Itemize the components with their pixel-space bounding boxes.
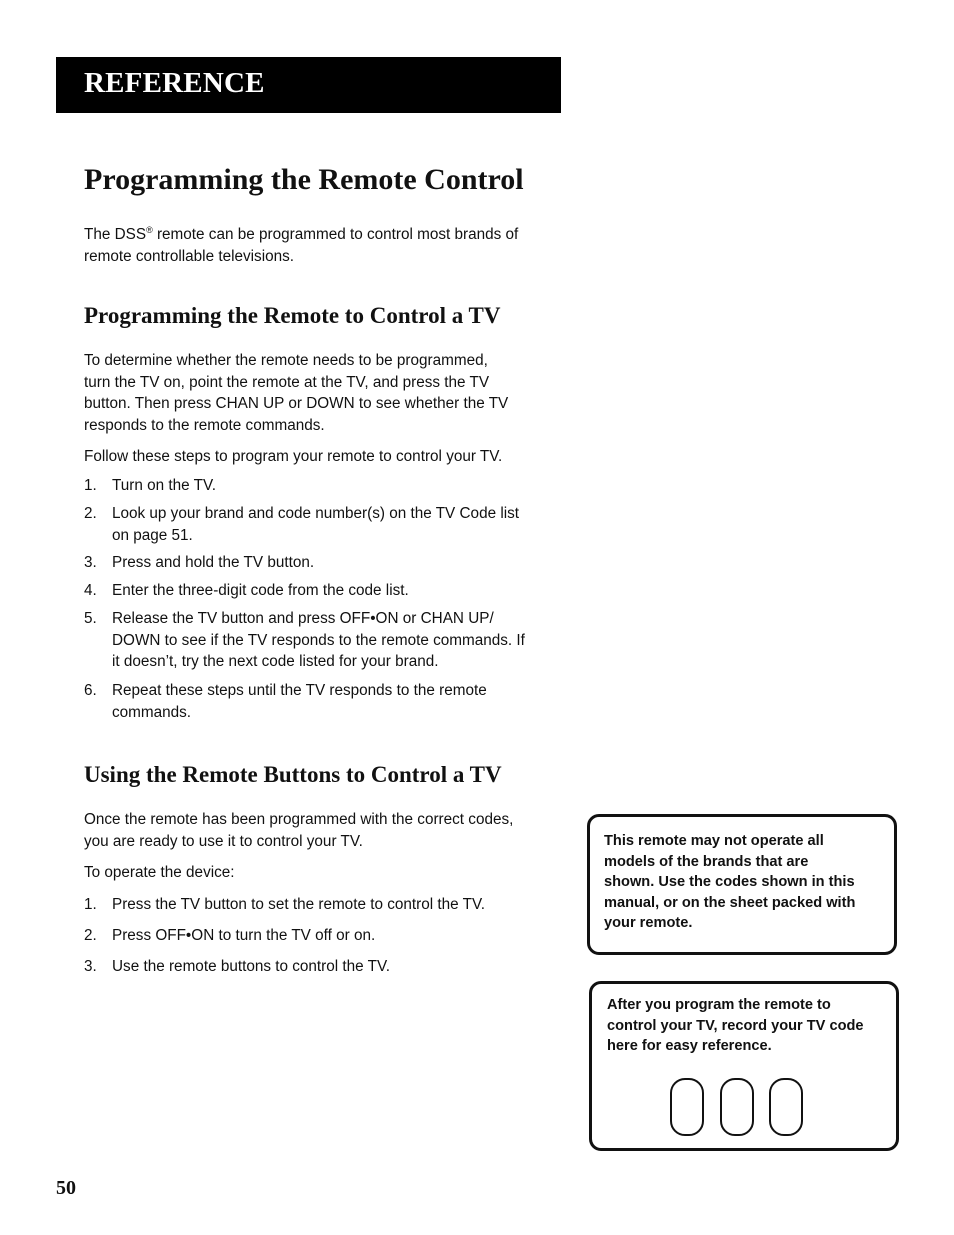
intro-brand: The DSS — [84, 226, 147, 243]
paragraph-line: turn the TV on, point the remote at the TV, and press the TV — [84, 373, 490, 391]
operate-device-text: To operate the device: — [84, 864, 235, 881]
step-text: it doesn’t, try the next code listed for your brand. — [112, 653, 439, 671]
step-number: 2. — [84, 927, 97, 944]
intro-line — [84, 220, 564, 246]
step-item — [84, 503, 564, 546]
note-line: This remote may not operate all — [604, 833, 824, 849]
step-item — [84, 925, 564, 947]
step-number: 4. — [84, 582, 97, 599]
step-item — [84, 552, 564, 574]
step-item — [84, 956, 564, 978]
step-item — [84, 580, 564, 602]
step-text: Enter the three-digit code from the code list. — [112, 582, 409, 599]
code-digit-box — [720, 1078, 754, 1136]
step-text: Press and hold the TV button. — [112, 554, 315, 571]
code-record-text — [607, 995, 897, 1057]
step-text: Repeat these steps until the TV responds to the remote — [112, 682, 487, 699]
step-text: on page 51. — [112, 526, 193, 544]
note-line: here for easy reference. — [607, 1038, 772, 1054]
step-text: Release the TV button and press OFF•ON or CHAN UP/ — [112, 610, 494, 627]
note-line: manual, or on the sheet packed with — [604, 894, 856, 911]
step-text: commands. — [112, 703, 192, 721]
compatibility-note-box — [587, 814, 897, 955]
note-line: control your TV, record your TV code — [607, 1017, 864, 1034]
section-heading-program-tv: Programming the Remote to Control a TV — [84, 303, 501, 328]
note-line: shown. Use the codes shown in this — [604, 874, 855, 890]
note-line: After you program the remote to — [607, 997, 831, 1013]
section1-paragraph — [84, 350, 564, 437]
paragraph-line: responds to the remote commands. — [84, 417, 325, 435]
note-line: your remote. — [604, 915, 693, 931]
step-text: Look up your brand and code number(s) on the TV Code list — [112, 505, 520, 522]
step-number: 3. — [84, 554, 97, 571]
code-record-box — [589, 981, 899, 1151]
paragraph-line: To determine whether the remote needs to be programmed, — [84, 352, 488, 369]
step-item — [84, 475, 564, 497]
code-digit-box — [769, 1078, 803, 1136]
code-digit-box — [670, 1078, 704, 1136]
section-banner — [56, 57, 561, 113]
step-item — [84, 894, 564, 916]
note-line: models of the brands that are — [604, 853, 809, 870]
step-text: DOWN to see if the TV responds to the remote commands. If — [112, 631, 525, 649]
step-number: 5. — [84, 610, 97, 627]
intro-line-rest: remote can be programmed to control most brands of — [152, 226, 519, 243]
intro-line: remote controllable televisions. — [84, 247, 295, 265]
paragraph-line: button. Then press CHAN UP or DOWN to see whether the TV — [84, 395, 509, 413]
step-number: 3. — [84, 958, 97, 975]
step-text: Press the TV button to set the remote to control the TV. — [112, 896, 486, 913]
section-heading-use-buttons: Using the Remote Buttons to Control a TV — [84, 762, 502, 787]
intro-paragraph — [84, 220, 564, 267]
registered-mark: ® — [146, 225, 153, 235]
step-number: 1. — [84, 896, 97, 913]
follow-steps-text: Follow these steps to program your remote to control your TV. — [84, 448, 503, 465]
paragraph-line: Once the remote has been programmed with the correct codes, — [84, 811, 514, 828]
step-text: Press OFF•ON to turn the TV off or on. — [112, 927, 376, 944]
step-number: 1. — [84, 477, 97, 494]
step-text: Use the remote buttons to control the TV. — [112, 958, 391, 975]
paragraph-line: you are ready to use it to control your TV. — [84, 832, 363, 850]
step-number: 2. — [84, 505, 97, 522]
step-item — [84, 680, 564, 723]
page-title: Programming the Remote Control — [84, 163, 524, 196]
step-item — [84, 608, 564, 673]
step-text: Turn on the TV. — [112, 477, 217, 494]
page-number: 50 — [56, 1177, 76, 1199]
section-label: REFERENCE — [84, 67, 265, 99]
section2-paragraph — [84, 809, 564, 852]
step-number: 6. — [84, 682, 97, 699]
compatibility-note-text — [604, 831, 894, 934]
